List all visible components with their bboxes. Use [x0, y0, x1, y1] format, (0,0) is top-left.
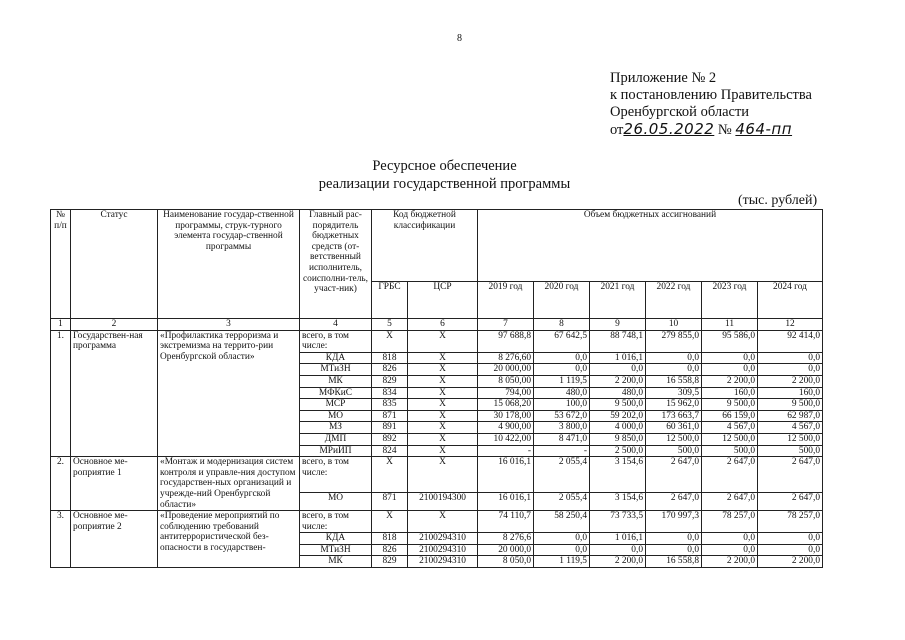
column-number: 1 — [51, 319, 71, 331]
column-number: 6 — [408, 319, 478, 331]
header-year: 2020 год — [534, 281, 590, 318]
header-csr: ЦСР — [408, 281, 478, 318]
row-grbs: Х — [372, 330, 408, 352]
row-value: 9 850,0 — [590, 433, 646, 445]
row-value: 2 500,0 — [590, 445, 646, 457]
column-number: 3 — [158, 319, 300, 331]
row-grbs: Х — [372, 511, 408, 533]
header-year: 2019 год — [478, 281, 534, 318]
row-value: 160,0 — [758, 387, 823, 399]
row-value: - — [478, 445, 534, 457]
appendix-date-line — [610, 121, 812, 139]
column-number: 12 — [758, 319, 823, 331]
row-value: 0,0 — [702, 352, 758, 364]
row-value: 12 500,0 — [702, 433, 758, 445]
row-csr: Х — [408, 433, 478, 445]
row-value: 78 257,0 — [702, 511, 758, 533]
row-value: 73 733,5 — [590, 511, 646, 533]
header-year: 2021 год — [590, 281, 646, 318]
row-status: Основное ме-роприятие 1 — [71, 457, 158, 511]
row-value: 16 558,8 — [646, 375, 702, 387]
row-number: 1. — [51, 330, 71, 457]
row-value: 9 500,0 — [702, 399, 758, 411]
row-value: 1 016,1 — [590, 352, 646, 364]
row-value: 0,0 — [646, 364, 702, 376]
row-value: 0,0 — [534, 352, 590, 364]
row-value: 1 119,5 — [534, 556, 590, 568]
row-manager: МТиЗН — [300, 544, 372, 556]
date-prefix: от — [610, 122, 624, 138]
row-name: «Профилактика терроризма и экстремизма на террито-рии Оренбургской области» — [158, 330, 300, 457]
row-grbs: 834 — [372, 387, 408, 399]
row-csr: Х — [408, 399, 478, 411]
column-number: 5 — [372, 319, 408, 331]
row-value: 97 688,8 — [478, 330, 534, 352]
row-csr: Х — [408, 330, 478, 352]
row-value: 480,0 — [590, 387, 646, 399]
row-value: 160,0 — [702, 387, 758, 399]
row-value: 2 647,0 — [702, 492, 758, 511]
row-value: 2 200,0 — [590, 375, 646, 387]
row-value: 2 200,0 — [758, 556, 823, 568]
row-value: 74 110,7 — [478, 511, 534, 533]
row-csr: 2100294310 — [408, 533, 478, 545]
row-value: 2 647,0 — [758, 492, 823, 511]
row-value: 0,0 — [590, 544, 646, 556]
row-value: 2 647,0 — [646, 492, 702, 511]
document-title-line-1: Ресурсное обеспечение — [372, 158, 517, 174]
row-value: 66 159,0 — [702, 410, 758, 422]
table-row — [51, 457, 823, 492]
row-value: 0,0 — [646, 352, 702, 364]
row-value: 0,0 — [758, 352, 823, 364]
row-value: 95 586,0 — [702, 330, 758, 352]
row-manager: МТиЗН — [300, 364, 372, 376]
row-value: 0,0 — [702, 364, 758, 376]
row-name: «Монтаж и модернизация систем контроля и управле-ния доступом государствен-ных организаций и учрежде-ний Оренбургской области» — [158, 457, 300, 511]
row-value: 0,0 — [702, 533, 758, 545]
row-grbs: 871 — [372, 410, 408, 422]
budget-table — [50, 209, 823, 568]
row-value: 794,00 — [478, 387, 534, 399]
row-csr: Х — [408, 410, 478, 422]
row-grbs: 826 — [372, 364, 408, 376]
appendix-line-2: к постановлению Правительства — [610, 87, 812, 103]
row-value: 279 855,0 — [646, 330, 702, 352]
row-grbs: 818 — [372, 352, 408, 364]
row-value: 4 567,0 — [758, 422, 823, 434]
row-value: 15 962,0 — [646, 399, 702, 411]
row-value: 0,0 — [758, 544, 823, 556]
row-grbs: Х — [372, 457, 408, 492]
row-manager: всего, в том числе: — [300, 457, 372, 492]
row-value: 500,0 — [646, 445, 702, 457]
row-value: 9 500,0 — [590, 399, 646, 411]
row-manager: всего, в том числе: — [300, 330, 372, 352]
row-value: 2 200,0 — [590, 556, 646, 568]
row-value: 62 987,0 — [758, 410, 823, 422]
header-grbs: ГРБС — [372, 281, 408, 318]
row-manager: МК — [300, 375, 372, 387]
column-number: 4 — [300, 319, 372, 331]
row-value: 0,0 — [758, 364, 823, 376]
row-value: 12 500,0 — [758, 433, 823, 445]
row-value: 2 647,0 — [702, 457, 758, 492]
row-csr: Х — [408, 387, 478, 399]
row-value: 9 500,0 — [758, 399, 823, 411]
row-value: 8 050,00 — [478, 375, 534, 387]
row-value: 500,0 — [758, 445, 823, 457]
row-value: 8 050,0 — [478, 556, 534, 568]
row-value: 8 276,6 — [478, 533, 534, 545]
header-status: Статус — [71, 210, 158, 319]
document-title-line-2: реализации государственной программы — [318, 176, 571, 192]
row-value: 0,0 — [646, 533, 702, 545]
header-year: 2024 год — [758, 281, 823, 318]
row-manager: МК — [300, 556, 372, 568]
page-number: 8 — [457, 33, 462, 44]
row-value: 3 154,6 — [590, 457, 646, 492]
appendix-line-3: Оренбургской области — [610, 104, 750, 120]
column-number: 8 — [534, 319, 590, 331]
row-grbs: 835 — [372, 399, 408, 411]
header-num: № п/п — [51, 210, 71, 319]
header-year: 2022 год — [646, 281, 702, 318]
row-value: 170 997,3 — [646, 511, 702, 533]
row-value: 2 647,0 — [758, 457, 823, 492]
row-grbs: 829 — [372, 556, 408, 568]
row-value: 309,5 — [646, 387, 702, 399]
row-csr: Х — [408, 445, 478, 457]
row-value: 2 200,0 — [758, 375, 823, 387]
table-row — [51, 330, 823, 352]
row-value: 1 016,1 — [590, 533, 646, 545]
row-grbs: 829 — [372, 375, 408, 387]
row-grbs: 826 — [372, 544, 408, 556]
row-value: 3 154,6 — [590, 492, 646, 511]
row-value: 0,0 — [758, 533, 823, 545]
column-number-row — [51, 319, 823, 331]
row-value: - — [534, 445, 590, 457]
row-grbs: 891 — [372, 422, 408, 434]
row-status: Основное ме-роприятие 2 — [71, 511, 158, 568]
row-value: 480,0 — [534, 387, 590, 399]
row-manager: МФКиС — [300, 387, 372, 399]
row-value: 500,0 — [702, 445, 758, 457]
row-value: 0,0 — [534, 533, 590, 545]
row-manager: ДМП — [300, 433, 372, 445]
row-value: 30 178,00 — [478, 410, 534, 422]
row-number: 3. — [51, 511, 71, 568]
column-number: 9 — [590, 319, 646, 331]
row-value: 20 000,00 — [478, 364, 534, 376]
row-manager: МРиИП — [300, 445, 372, 457]
row-grbs: 871 — [372, 492, 408, 511]
row-name: «Проведение мероприятий по соблюдению требований антитеррористической без-опасности в государствен- — [158, 511, 300, 568]
row-value: 2 200,0 — [702, 556, 758, 568]
row-value: 2 200,0 — [702, 375, 758, 387]
row-manager: МО — [300, 492, 372, 511]
column-number: 11 — [702, 319, 758, 331]
row-csr: 2100294310 — [408, 544, 478, 556]
column-number: 7 — [478, 319, 534, 331]
row-csr: Х — [408, 364, 478, 376]
column-number: 10 — [646, 319, 702, 331]
row-manager: всего, в том числе: — [300, 511, 372, 533]
handwritten-number: 464-пп — [735, 120, 793, 138]
row-value: 0,0 — [702, 544, 758, 556]
row-number: 2. — [51, 457, 71, 511]
row-value: 2 647,0 — [646, 457, 702, 492]
row-value: 16 558,8 — [646, 556, 702, 568]
header-volume: Объем бюджетных ассигнований — [478, 210, 823, 282]
row-csr: Х — [408, 352, 478, 364]
row-manager: МО — [300, 410, 372, 422]
row-value: 2 055,4 — [534, 492, 590, 511]
row-value: 16 016,1 — [478, 492, 534, 511]
row-value: 67 642,5 — [534, 330, 590, 352]
row-status: Государствен-ная программа — [71, 330, 158, 457]
column-number: 2 — [71, 319, 158, 331]
row-grbs: 824 — [372, 445, 408, 457]
row-value: 0,0 — [534, 544, 590, 556]
row-value: 60 361,0 — [646, 422, 702, 434]
row-grbs: 818 — [372, 533, 408, 545]
row-value: 59 202,0 — [590, 410, 646, 422]
row-grbs: 892 — [372, 433, 408, 445]
row-value: 8 276,60 — [478, 352, 534, 364]
row-csr: 2100294310 — [408, 556, 478, 568]
row-value: 58 250,4 — [534, 511, 590, 533]
row-csr: Х — [408, 422, 478, 434]
row-manager: МСР — [300, 399, 372, 411]
row-value: 100,0 — [534, 399, 590, 411]
row-value: 15 068,20 — [478, 399, 534, 411]
row-manager: КДА — [300, 533, 372, 545]
row-value: 173 663,7 — [646, 410, 702, 422]
row-value: 4 000,0 — [590, 422, 646, 434]
row-csr: Х — [408, 375, 478, 387]
number-prefix: № — [717, 122, 732, 138]
row-value: 20 000,0 — [478, 544, 534, 556]
row-manager: КДА — [300, 352, 372, 364]
units-label: (тыс. рублей) — [738, 193, 818, 208]
row-csr: 2100194300 — [408, 492, 478, 511]
row-value: 0,0 — [590, 364, 646, 376]
row-value: 8 471,0 — [534, 433, 590, 445]
header-code: Код бюджетной классификации — [372, 210, 478, 282]
appendix-block — [610, 70, 812, 139]
header-manager: Главный рас-порядитель бюджетных средств (от-ветственный исполнитель, соисполни-тель, участ-ник) — [300, 210, 372, 319]
row-manager: МЗ — [300, 422, 372, 434]
appendix-line-1: Приложение № 2 — [610, 70, 717, 86]
row-value: 4 900,00 — [478, 422, 534, 434]
handwritten-date: 26.05.2022 — [623, 120, 715, 138]
row-csr: Х — [408, 511, 478, 533]
row-value: 92 414,0 — [758, 330, 823, 352]
row-value: 2 055,4 — [534, 457, 590, 492]
row-csr: Х — [408, 457, 478, 492]
row-value: 4 567,0 — [702, 422, 758, 434]
row-value: 0,0 — [646, 544, 702, 556]
row-value: 0,0 — [534, 364, 590, 376]
row-value: 12 500,0 — [646, 433, 702, 445]
row-value: 53 672,0 — [534, 410, 590, 422]
row-value: 1 119,5 — [534, 375, 590, 387]
row-value: 10 422,00 — [478, 433, 534, 445]
row-value: 16 016,1 — [478, 457, 534, 492]
table-row — [51, 511, 823, 533]
header-year: 2023 год — [702, 281, 758, 318]
row-value: 88 748,1 — [590, 330, 646, 352]
row-value: 78 257,0 — [758, 511, 823, 533]
header-name: Наименование государ-ственной программы, струк-турного элемента государ-ственной программы — [158, 210, 300, 319]
row-value: 3 800,0 — [534, 422, 590, 434]
